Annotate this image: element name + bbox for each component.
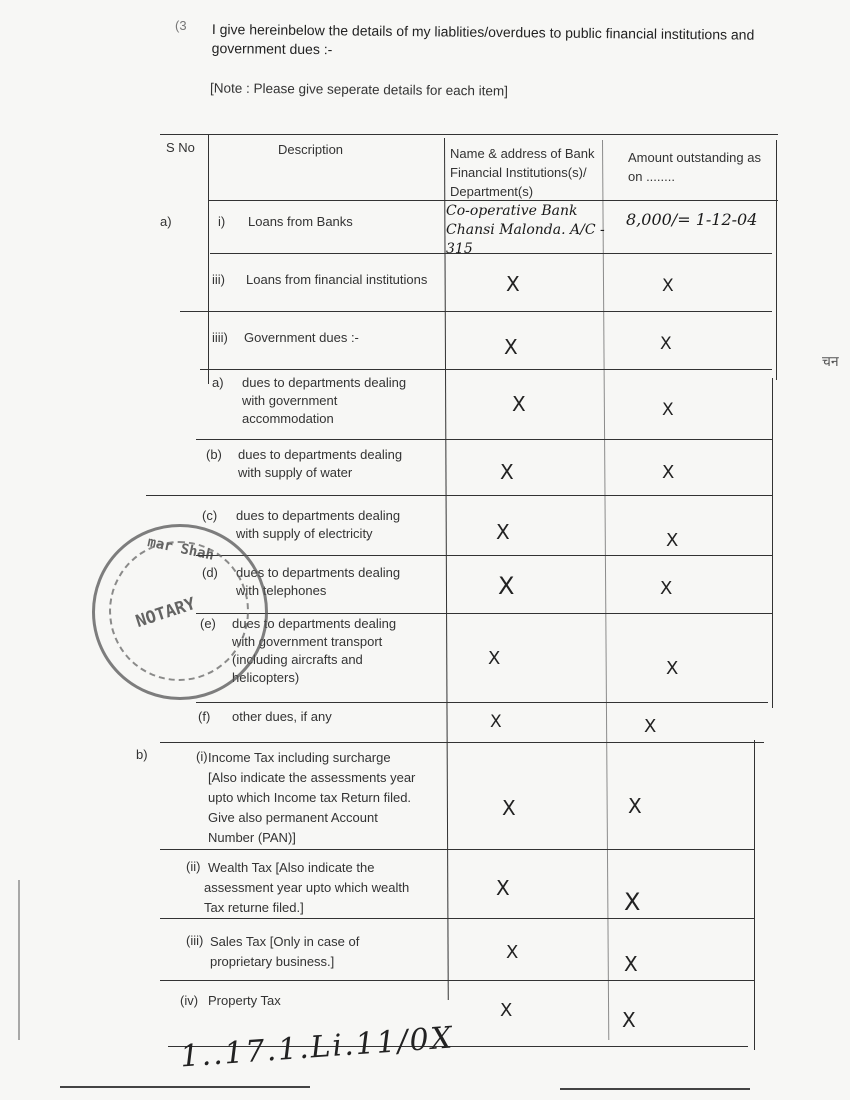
row-description: dues to departments dealing with telephones	[236, 565, 401, 598]
scan-line	[560, 1088, 750, 1090]
group-b-label: b)	[136, 747, 148, 762]
name-cross-mark: X	[500, 1000, 513, 1021]
header-description: Description	[278, 142, 344, 157]
row-num: iii)	[212, 272, 225, 287]
bank-name-handwritten: Co-operative Bank Chansi Malonda. A/C - 315	[446, 203, 605, 257]
intro-text: I give hereinbelow the details of my liablities/overdues to public financial institutions and government dues :-	[211, 20, 755, 58]
note-text: [Note : Please give seperate details for each item]	[209, 80, 508, 99]
amount-cross-mark: X	[666, 658, 679, 679]
stamp-center-text: NOTARY	[133, 593, 199, 633]
amount-cross-mark: X	[662, 400, 674, 420]
amount-cross-mark: X	[622, 1008, 636, 1032]
name-cross-mark: X	[498, 572, 515, 600]
scan-line	[60, 1086, 310, 1088]
name-cross-mark: X	[500, 460, 514, 484]
amount-cross-mark: X	[662, 276, 674, 296]
amount-cross-mark: X	[662, 462, 675, 483]
row-num: (d)	[202, 565, 218, 580]
amount-handwritten: 8,000/= 1-12-04	[626, 210, 758, 229]
stamp-top-text: mar Shah	[146, 534, 216, 564]
row-num: (iii)	[186, 933, 204, 948]
row-description: Loans from Banks	[248, 214, 353, 229]
item-number: (3	[175, 18, 187, 33]
row-description: dues to departments dealing with government transport (including aircrafts and helicopters)	[232, 616, 397, 685]
row-description: Government dues :-	[244, 330, 359, 345]
row-description: Sales Tax [Only in case of proprietary business.]	[210, 934, 360, 969]
row-description: Wealth Tax [Also indicate the assessment year upto which wealth Tax returne filed.]	[204, 860, 410, 915]
header-amount: Amount outstanding as on ........	[628, 150, 761, 184]
row-num: i)	[218, 214, 226, 229]
notary-stamp	[92, 524, 268, 700]
name-cross-mark: X	[502, 796, 516, 820]
amount-cross-mark: X	[660, 334, 672, 354]
row-description: other dues, if any	[232, 709, 332, 724]
name-cross-mark: X	[488, 648, 501, 669]
side-mark: चन	[822, 353, 839, 369]
signature: 1..17.1.Li.11/0X	[179, 1020, 456, 1075]
row-description: dues to departments dealing with government accommodation	[242, 375, 407, 426]
row-description: Property Tax	[208, 993, 281, 1008]
row-num: (c)	[202, 508, 218, 523]
header-name-address: Name & address of Bank Financial Institutions(s)/ Department(s)	[450, 146, 595, 199]
row-num: iiii)	[212, 330, 228, 345]
name-cross-mark: X	[496, 876, 510, 900]
name-cross-mark: X	[506, 272, 520, 296]
row-num: (iv)	[180, 993, 199, 1008]
name-cross-mark: X	[512, 392, 526, 416]
amount-cross-mark: X	[660, 578, 673, 599]
name-cross-mark: X	[490, 712, 502, 732]
row-num: (ii)	[186, 859, 201, 874]
group-a-label: a)	[160, 214, 172, 229]
amount-cross-mark: X	[666, 530, 679, 551]
row-num: (i)	[196, 749, 208, 764]
amount-cross-mark: X	[644, 716, 657, 737]
row-description: dues to departments dealing with supply of electricity	[236, 508, 401, 541]
amount-cross-mark: X	[624, 888, 641, 916]
scan-edge	[18, 880, 20, 1040]
row-num: (e)	[200, 616, 216, 631]
row-description: Loans from financial institutions	[246, 272, 428, 287]
amount-cross-mark: X	[628, 794, 642, 818]
row-num: (f)	[198, 709, 211, 724]
row-description: Income Tax including surcharge [Also indicate the assessments year upto which Income tax Return filed. Give also permanent Account Number (PAN)]	[208, 750, 416, 845]
row-num: a)	[212, 375, 224, 390]
name-cross-mark: X	[496, 520, 510, 544]
amount-cross-mark: X	[624, 952, 638, 976]
name-cross-mark: X	[506, 942, 519, 963]
row-num: (b)	[206, 447, 222, 462]
header-sno: S No	[166, 140, 195, 155]
name-cross-mark: X	[504, 335, 518, 359]
row-description: dues to departments dealing with supply of water	[238, 447, 403, 480]
